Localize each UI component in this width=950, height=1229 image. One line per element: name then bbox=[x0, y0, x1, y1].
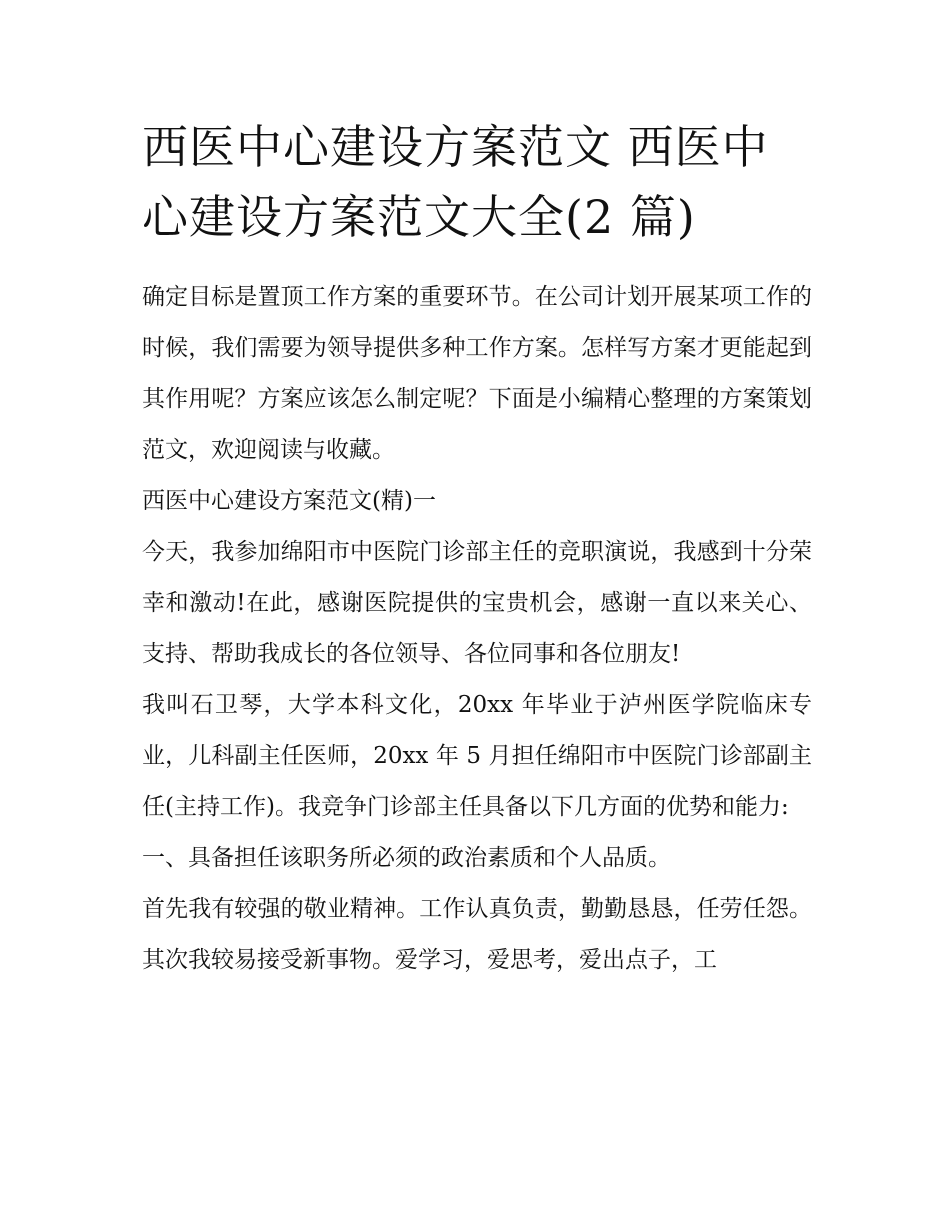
document-title: 西医中心建设方案范文 西医中心建设方案范文大全(2 篇) bbox=[142, 120, 769, 244]
document-content bbox=[142, 112, 812, 986]
section-heading: 西医中心建设方案范文(精)一 bbox=[142, 488, 436, 514]
body-paragraph: 首先我有较强的敬业精神。工作认真负责，勤勤恳恳，任劳任怨。其次我较易接受新事物。爱学习，爱思考，爱出点子，工 bbox=[142, 896, 812, 973]
body-paragraph: 今天，我参加绵阳市中医院门诊部主任的竞职演说，我感到十分荣幸和激动!在此，感谢医院提供的宝贵机会，感谢一直以来关心、支持、帮助我成长的各位领导、各位同事和各位朋友! bbox=[142, 539, 812, 667]
body-paragraph: 我叫石卫琴，大学本科文化，20xx 年毕业于泸州医学院临床专业，儿科副主任医师，20xx 年 5 月担任绵阳市中医院门诊部副主任(主持工作)。我竞争门诊部主任具备以下几方面的优势和能力: bbox=[142, 692, 812, 820]
intro-paragraph: 确定目标是置顶工作方案的重要环节。在公司计划开展某项工作的时候，我们需要为领导提供多种工作方案。怎样写方案才更能起到其作用呢？方案应该怎么制定呢？下面是小编精心整理的方案策划范文，欢迎阅读与收藏。 bbox=[142, 284, 812, 463]
document-body bbox=[142, 272, 812, 986]
subsection-heading: 一、具备担任该职务所必须的政治素质和个人品质。 bbox=[142, 845, 671, 871]
